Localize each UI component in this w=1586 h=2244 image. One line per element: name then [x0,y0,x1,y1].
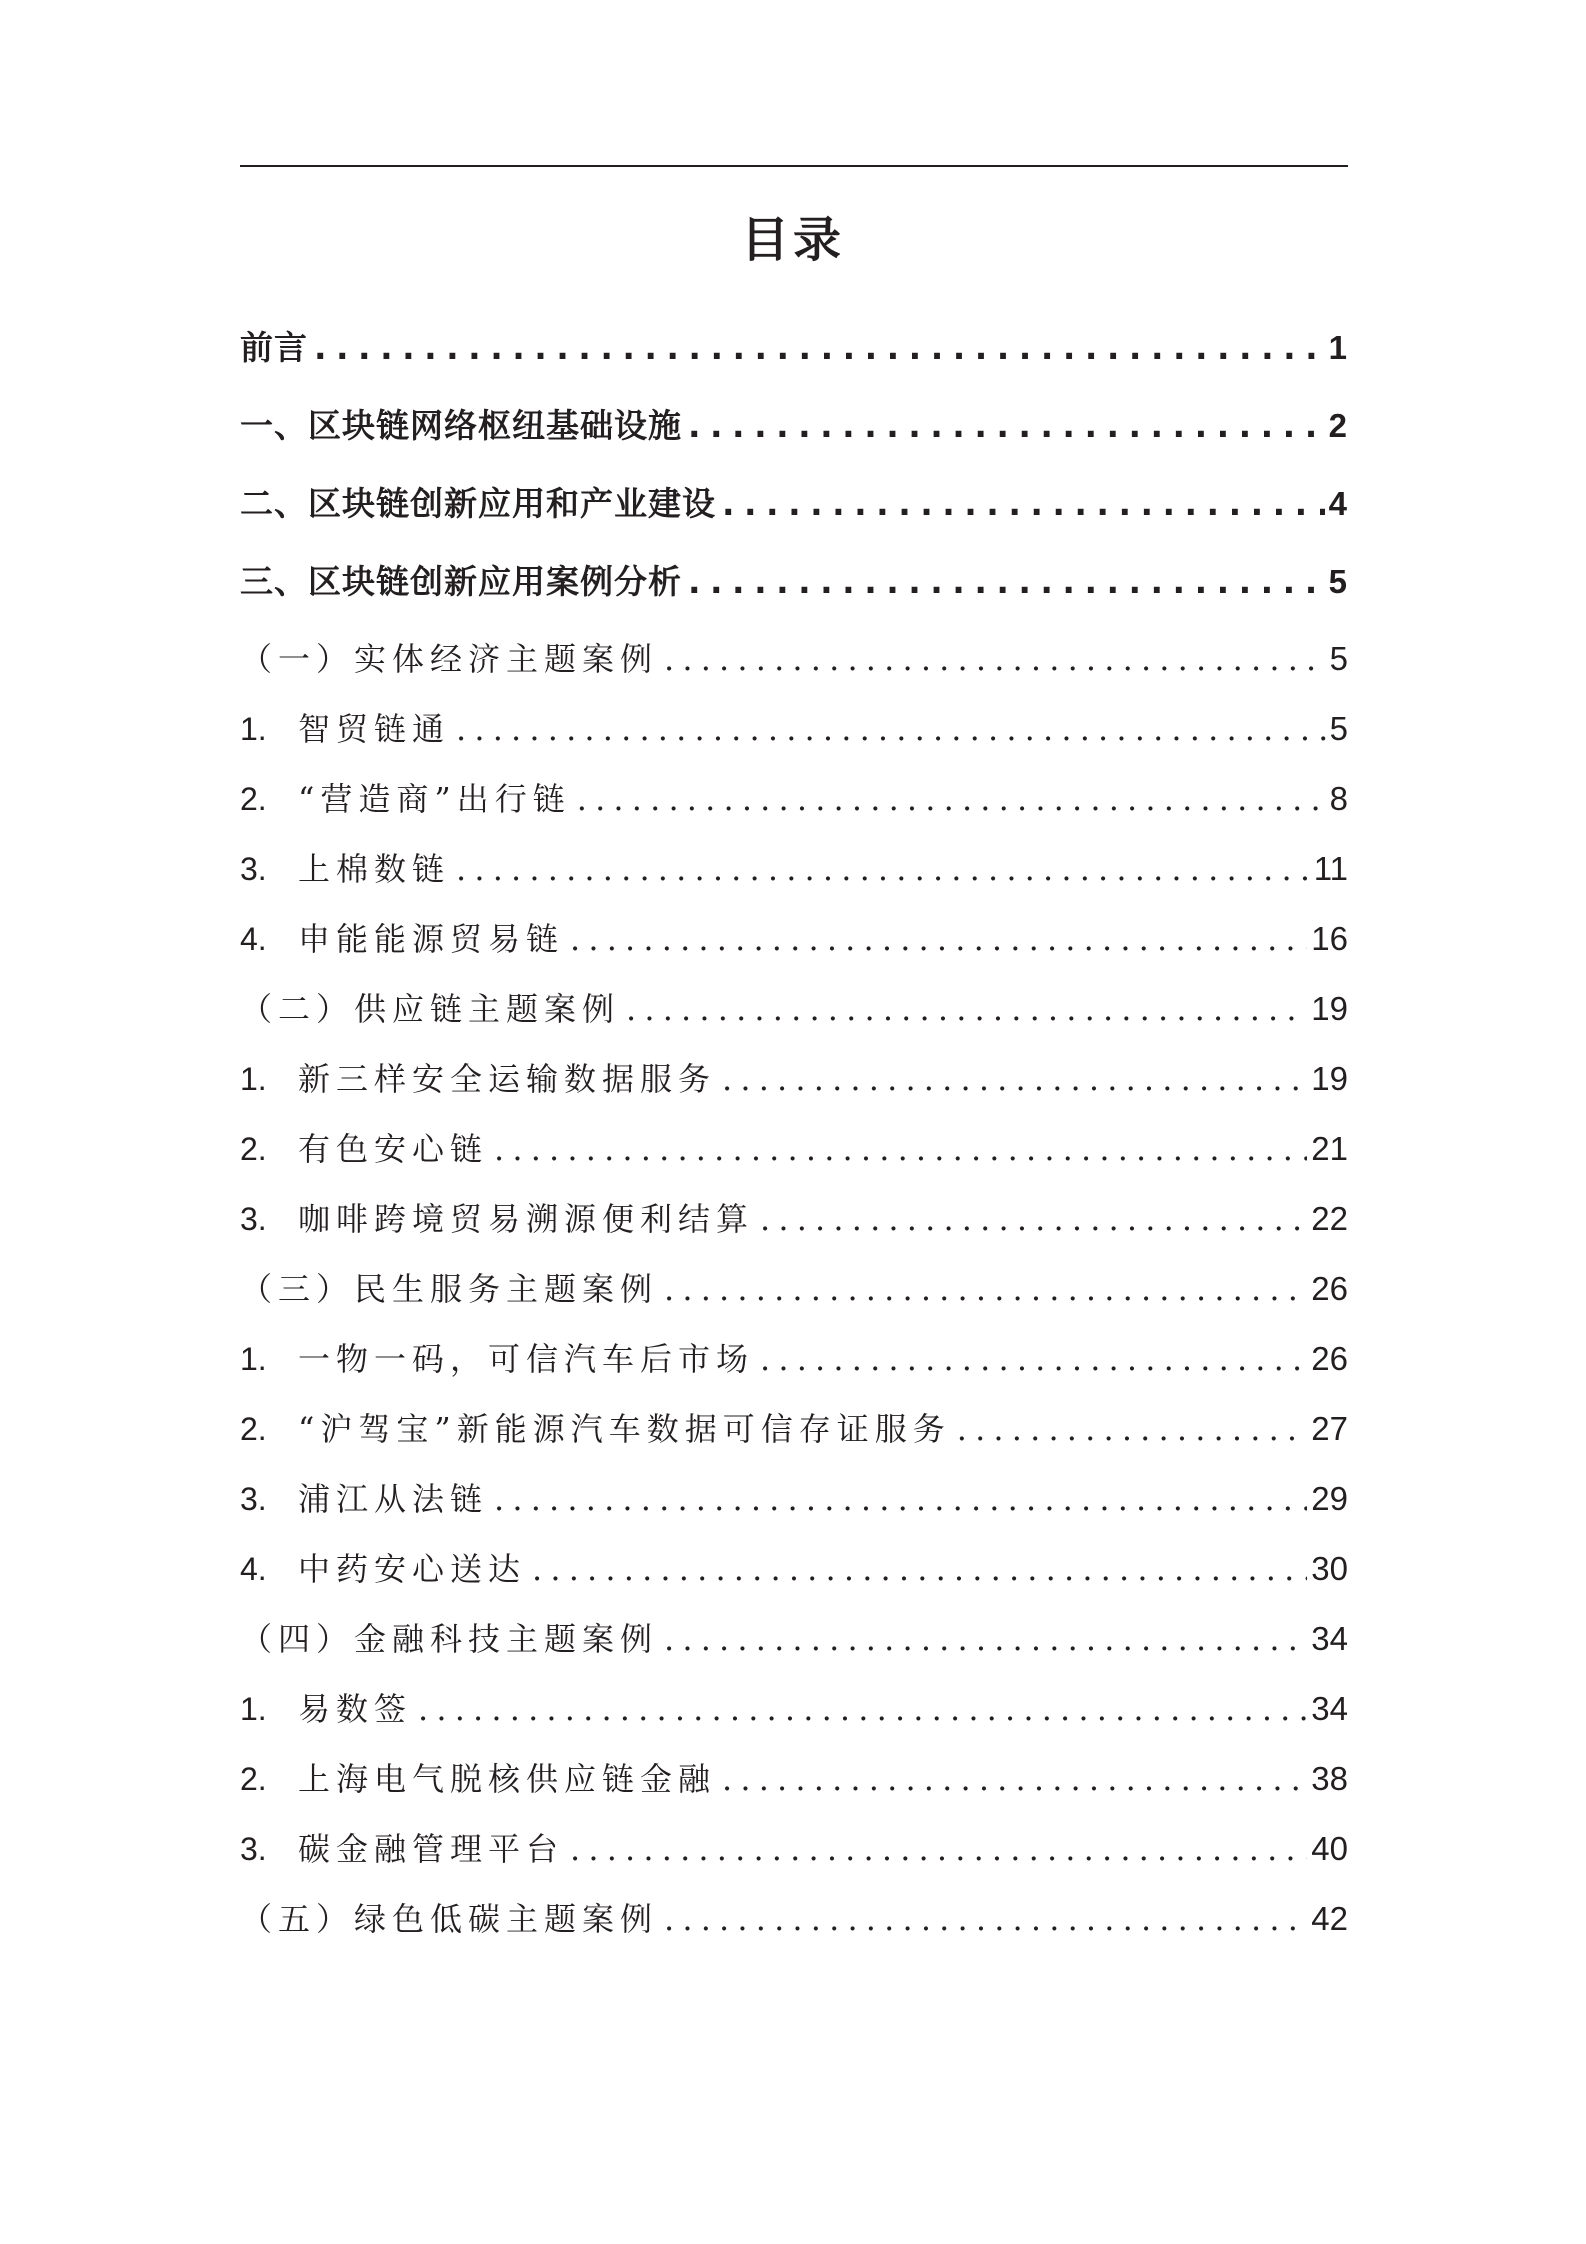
toc-entry-number: 3. [240,1481,267,1517]
toc-entry-label: 咖啡跨境贸易溯源便利结算 [298,1200,755,1238]
toc-entry-item[interactable] [240,844,1348,894]
toc-entry-label: 易数签 [298,1690,413,1728]
toc-entry-number: 3. [240,851,267,887]
dot-leader [722,484,1325,523]
toc-entry-page: 34 [1311,1690,1348,1727]
dot-leader [570,920,1307,958]
toc-entry-page: 22 [1311,1200,1348,1237]
toc-entry-section-1[interactable] [240,400,1348,450]
toc-entry-number: 2. [240,1131,267,1167]
dot-leader [456,850,1310,888]
toc-entry-item[interactable] [240,1334,1348,1384]
toc-entry-page: 5 [1329,640,1348,677]
toc-entry-page: 11 [1313,850,1348,887]
toc-entry-page: 21 [1311,1130,1348,1167]
toc-entry-item[interactable] [240,914,1348,964]
toc-entry-number: 1. [240,1691,267,1727]
toc-entry-label: 前言 [240,328,308,367]
toc-entry-page: 19 [1311,1060,1348,1097]
toc-entry-page: 29 [1311,1480,1348,1517]
dot-leader [957,1410,1308,1448]
toc-entry-label: “营造商”出行链 [298,780,571,818]
toc-entry-page: 5 [1329,710,1348,747]
toc-entry-item[interactable] [240,1404,1348,1454]
toc-entry-label: （一）实体经济主题案例 [240,640,659,678]
dot-leader [418,1690,1307,1728]
toc-entry-item[interactable] [240,1824,1348,1874]
dot-leader [664,640,1326,678]
toc-entry-label: 有色安心链 [298,1130,489,1168]
toc-entry-label: “沪驾宝”新能源汽车数据可信存证服务 [298,1410,951,1448]
toc-entry-item[interactable] [240,1544,1348,1594]
dot-leader [688,406,1325,445]
toc-entry-number: 2. [240,781,267,817]
toc-entry-page: 27 [1311,1410,1348,1447]
toc-entry-item[interactable] [240,1194,1348,1244]
dot-leader [494,1130,1307,1168]
dot-leader [314,328,1325,367]
toc-entry-number: 4. [240,1551,267,1587]
dot-leader [760,1200,1307,1238]
toc-entry-item[interactable] [240,1474,1348,1524]
toc-entry-subsection[interactable] [240,984,1348,1034]
toc-entry-label: 上海电气脱核供应链金融 [298,1760,717,1798]
toc-entry-label: 一物一码，可信汽车后市场 [298,1340,755,1378]
toc-entry-page: 2 [1328,407,1348,444]
toc-entry-number: 1. [240,1061,267,1097]
toc-entry-page: 30 [1311,1550,1348,1587]
toc-entry-page: 42 [1311,1900,1348,1937]
toc-entry-label: 碳金融管理平台 [298,1830,565,1868]
toc-entry-page: 38 [1311,1760,1348,1797]
dot-leader [664,1900,1307,1938]
toc-entry-item[interactable] [240,704,1348,754]
toc-entry-label: 智贸链通 [298,710,451,748]
toc-entry-item[interactable] [240,1754,1348,1804]
toc-entry-number: 2. [240,1761,267,1797]
toc-entry-subsection[interactable] [240,1264,1348,1314]
toc-entry-label: （四）金融科技主题案例 [240,1620,659,1658]
toc-entry-page: 19 [1311,990,1348,1027]
dot-leader [722,1760,1307,1798]
toc-entry-item[interactable] [240,1054,1348,1104]
toc-entry-number: 1. [240,1341,267,1377]
toc-entry-number: 3. [240,1201,267,1237]
toc-entry-page: 5 [1328,563,1348,600]
toc-entry-item[interactable] [240,1124,1348,1174]
toc-entry-item[interactable] [240,774,1348,824]
toc-entry-subsection[interactable] [240,634,1348,684]
dot-leader [570,1830,1307,1868]
dot-leader [456,710,1326,748]
dot-leader [722,1060,1307,1098]
header-rule [240,165,1348,167]
dot-leader [577,780,1326,818]
toc-entry-section-2[interactable] [240,478,1348,528]
toc-entry-label: 浦江从法链 [298,1480,489,1518]
dot-leader [626,990,1307,1028]
dot-leader [688,562,1325,601]
dot-leader [664,1620,1307,1658]
toc-entry-page: 1 [1328,329,1348,366]
toc-entry-label: 二、区块链创新应用和产业建设 [240,484,716,523]
toc-entry-page: 34 [1311,1620,1348,1657]
toc-entry-page: 16 [1311,920,1348,957]
dot-leader [760,1340,1307,1378]
toc-entry-label: （五）绿色低碳主题案例 [240,1900,659,1938]
toc-entry-page: 4 [1328,485,1348,522]
toc-title: 目录 [740,212,845,268]
toc-entry-label: （二）供应链主题案例 [240,990,621,1028]
toc-entry-label: 申能能源贸易链 [298,920,565,958]
toc-entry-label: 中药安心送达 [298,1550,527,1588]
toc-entry-number: 3. [240,1831,267,1867]
toc-entry-number: 2. [240,1411,267,1447]
dot-leader [664,1270,1307,1308]
dot-leader [532,1550,1307,1588]
toc-entry-page: 8 [1329,780,1348,817]
toc-entry-label: 三、区块链创新应用案例分析 [240,562,682,601]
toc-entry-preface[interactable] [240,322,1348,372]
toc-entry-item[interactable] [240,1684,1348,1734]
toc-entry-subsection[interactable] [240,1614,1348,1664]
toc-entry-page: 40 [1311,1830,1348,1867]
toc-entry-number: 1. [240,711,267,747]
toc-entry-page: 26 [1311,1340,1348,1377]
dot-leader [494,1480,1307,1518]
toc-entry-page: 26 [1311,1270,1348,1307]
toc-entry-label: 上棉数链 [298,850,451,888]
toc-entry-label: （三）民生服务主题案例 [240,1270,659,1308]
toc-entry-subsection[interactable] [240,1894,1348,1944]
toc-entry-label: 一、区块链网络枢纽基础设施 [240,406,682,445]
toc-entry-label: 新三样安全运输数据服务 [298,1060,717,1098]
toc-entry-section-3[interactable] [240,556,1348,606]
toc-entry-number: 4. [240,921,267,957]
